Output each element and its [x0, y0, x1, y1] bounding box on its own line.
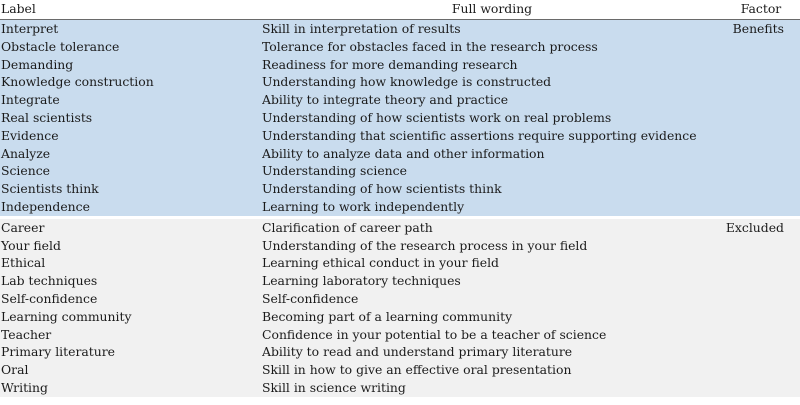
- row-label: Teacher: [0, 326, 262, 344]
- row-full-wording: Learning ethical conduct in your field: [262, 254, 722, 272]
- table-row: [0, 272, 800, 290]
- row-factor: [722, 91, 800, 109]
- row-label: Obstacle tolerance: [0, 38, 262, 56]
- row-label: Integrate: [0, 91, 262, 109]
- row-full-wording: Skill in interpretation of results: [262, 20, 722, 38]
- row-full-wording: Self-confidence: [262, 290, 722, 308]
- row-factor: [722, 254, 800, 272]
- row-full-wording: Ability to analyze data and other information: [262, 145, 722, 163]
- row-factor: [722, 127, 800, 145]
- row-label: Evidence: [0, 127, 262, 145]
- row-label: Real scientists: [0, 109, 262, 127]
- row-factor: [722, 379, 800, 397]
- row-label: Knowledge construction: [0, 73, 262, 91]
- row-factor: [722, 326, 800, 344]
- row-factor: [722, 290, 800, 308]
- table-row: [0, 219, 800, 237]
- row-label: Primary literature: [0, 343, 262, 361]
- row-factor: Benefits: [722, 20, 800, 38]
- row-label: Your field: [0, 237, 262, 255]
- table-row: [0, 91, 800, 109]
- row-full-wording: Tolerance for obstacles faced in the research process: [262, 38, 722, 56]
- row-full-wording: Understanding how knowledge is constructed: [262, 73, 722, 91]
- row-full-wording: Understanding of the research process in your field: [262, 237, 722, 255]
- benefits-group: [0, 20, 800, 216]
- row-full-wording: Clarification of career path: [262, 219, 722, 237]
- row-label: Science: [0, 162, 262, 180]
- row-label: Ethical: [0, 254, 262, 272]
- factor-column-header: Factor: [722, 0, 800, 20]
- row-factor: [722, 109, 800, 127]
- row-full-wording: Understanding of how scientists work on real problems: [262, 109, 722, 127]
- row-full-wording: Ability to read and understand primary literature: [262, 343, 722, 361]
- row-full-wording: Understanding of how scientists think: [262, 180, 722, 198]
- row-factor: [722, 361, 800, 379]
- row-label: Scientists think: [0, 180, 262, 198]
- row-label: Self-confidence: [0, 290, 262, 308]
- row-label: Oral: [0, 361, 262, 379]
- table-row: [0, 73, 800, 91]
- row-label: Demanding: [0, 56, 262, 74]
- table-header: [0, 0, 800, 20]
- row-factor: [722, 56, 800, 74]
- row-full-wording: Ability to integrate theory and practice: [262, 91, 722, 109]
- row-full-wording: Skill in science writing: [262, 379, 722, 397]
- table-row: [0, 379, 800, 397]
- row-full-wording: Understanding that scientific assertions require supporting evidence: [262, 127, 722, 145]
- table-row: [0, 254, 800, 272]
- row-label: Lab techniques: [0, 272, 262, 290]
- row-label: Interpret: [0, 20, 262, 38]
- table-row: [0, 109, 800, 127]
- table-row: [0, 127, 800, 145]
- header-row: [0, 0, 800, 20]
- label-column-header: Label: [0, 0, 262, 20]
- table-row: [0, 237, 800, 255]
- table-row: [0, 20, 800, 38]
- row-factor: [722, 343, 800, 361]
- row-label: Career: [0, 219, 262, 237]
- table-row: [0, 198, 800, 216]
- table-row: [0, 38, 800, 56]
- row-full-wording: Learning laboratory techniques: [262, 272, 722, 290]
- row-factor: [722, 145, 800, 163]
- row-factor: [722, 162, 800, 180]
- table-row: [0, 180, 800, 198]
- row-label: Writing: [0, 379, 262, 397]
- row-full-wording: Becoming part of a learning community: [262, 308, 722, 326]
- row-label: Independence: [0, 198, 262, 216]
- row-full-wording: Learning to work independently: [262, 198, 722, 216]
- row-factor: [722, 272, 800, 290]
- row-factor: [722, 38, 800, 56]
- row-factor: [722, 180, 800, 198]
- table-row: [0, 308, 800, 326]
- table-row: [0, 326, 800, 344]
- row-label: Learning community: [0, 308, 262, 326]
- table-row: [0, 361, 800, 379]
- table-row: [0, 290, 800, 308]
- row-factor: [722, 308, 800, 326]
- row-factor: [722, 73, 800, 91]
- row-full-wording: Skill in how to give an effective oral presentation: [262, 361, 722, 379]
- table-row: [0, 56, 800, 74]
- table-row: [0, 343, 800, 361]
- row-full-wording: Understanding science: [262, 162, 722, 180]
- full-wording-column-header: Full wording: [262, 0, 722, 20]
- row-factor: [722, 237, 800, 255]
- table-row: [0, 162, 800, 180]
- row-full-wording: Readiness for more demanding research: [262, 56, 722, 74]
- row-full-wording: Confidence in your potential to be a teacher of science: [262, 326, 722, 344]
- excluded-group: [0, 219, 800, 397]
- row-factor: Excluded: [722, 219, 800, 237]
- row-factor: [722, 198, 800, 216]
- row-label: Analyze: [0, 145, 262, 163]
- table-row: [0, 145, 800, 163]
